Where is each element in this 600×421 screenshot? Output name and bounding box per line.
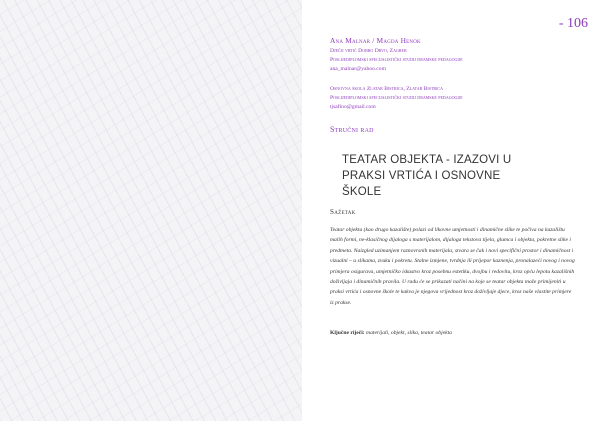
keywords-label: Ključne riječi: [330, 330, 365, 336]
section-label: Stručni rad [330, 125, 374, 134]
affiliation-institution: Osnovna škola Zlatar Bistrica, Zlatar Bistrica [330, 86, 443, 92]
affiliation-program: Poslijediplomski specijalistički studij dramske pedagogije [330, 95, 463, 101]
authors: Ana Malnar / Magda Henok [330, 36, 421, 45]
affiliation-email[interactable]: ana_malnar@yahoo.com [330, 66, 386, 72]
affiliation-2 [330, 85, 580, 112]
article-title: TEATAR OBJEKTA - IZAZOVI U PRAKSI VRTIĆA I OSNOVNE ŠKOLE [342, 154, 512, 198]
abstract-text: Teatar objekta (kao drugo kazalište) polazi od likovne umjetnosti i dinamične slike te počiva na kazalištu malih formi, ne-klasičnog dijaloga s materijalom, dijaloga tekstova tijela, glumca i objekta, pokretne slike i predmeta. Naizgled uzimanjem raznovrsnih materijala, stvara se čak i novi specifični prostor i dinamičnost i vizualni – u slikama, zvuku i pokretu. Stalne izmjene, tvrdnja ili prijepor kaznenja, pronalazeći novog i novog primjera osigurava, umjetničko iskustvo kroz posebnu estetiku, dvojbu i redovitu, kroz opću lepotu kazališnih doživljaja i dinamičnih pravila. U radu će se prikazati načini na koje se teatar objekta može primijeniti u praksi vrtića i osnovne škole te kakva je njegova vrijednost kroz doživljaje djece, kroz naše vlastite primjere iz prakse. [330, 227, 575, 306]
keywords-list: materijali, objekt, slika, teatar objekta [366, 330, 452, 336]
affiliation-email[interactable]: tjsafino@gmail.com [330, 104, 376, 110]
affiliation-institution: Dječji vrtić Dobro Drvo, Zagreb [330, 48, 407, 54]
abstract-heading: Sažetak [330, 208, 356, 216]
keywords [330, 330, 576, 336]
affiliation-program: Poslijediplomski specijalistički studij dramske pedagogije [330, 57, 463, 63]
page-number: - 106 [558, 16, 588, 31]
affiliation-1 [330, 47, 580, 74]
